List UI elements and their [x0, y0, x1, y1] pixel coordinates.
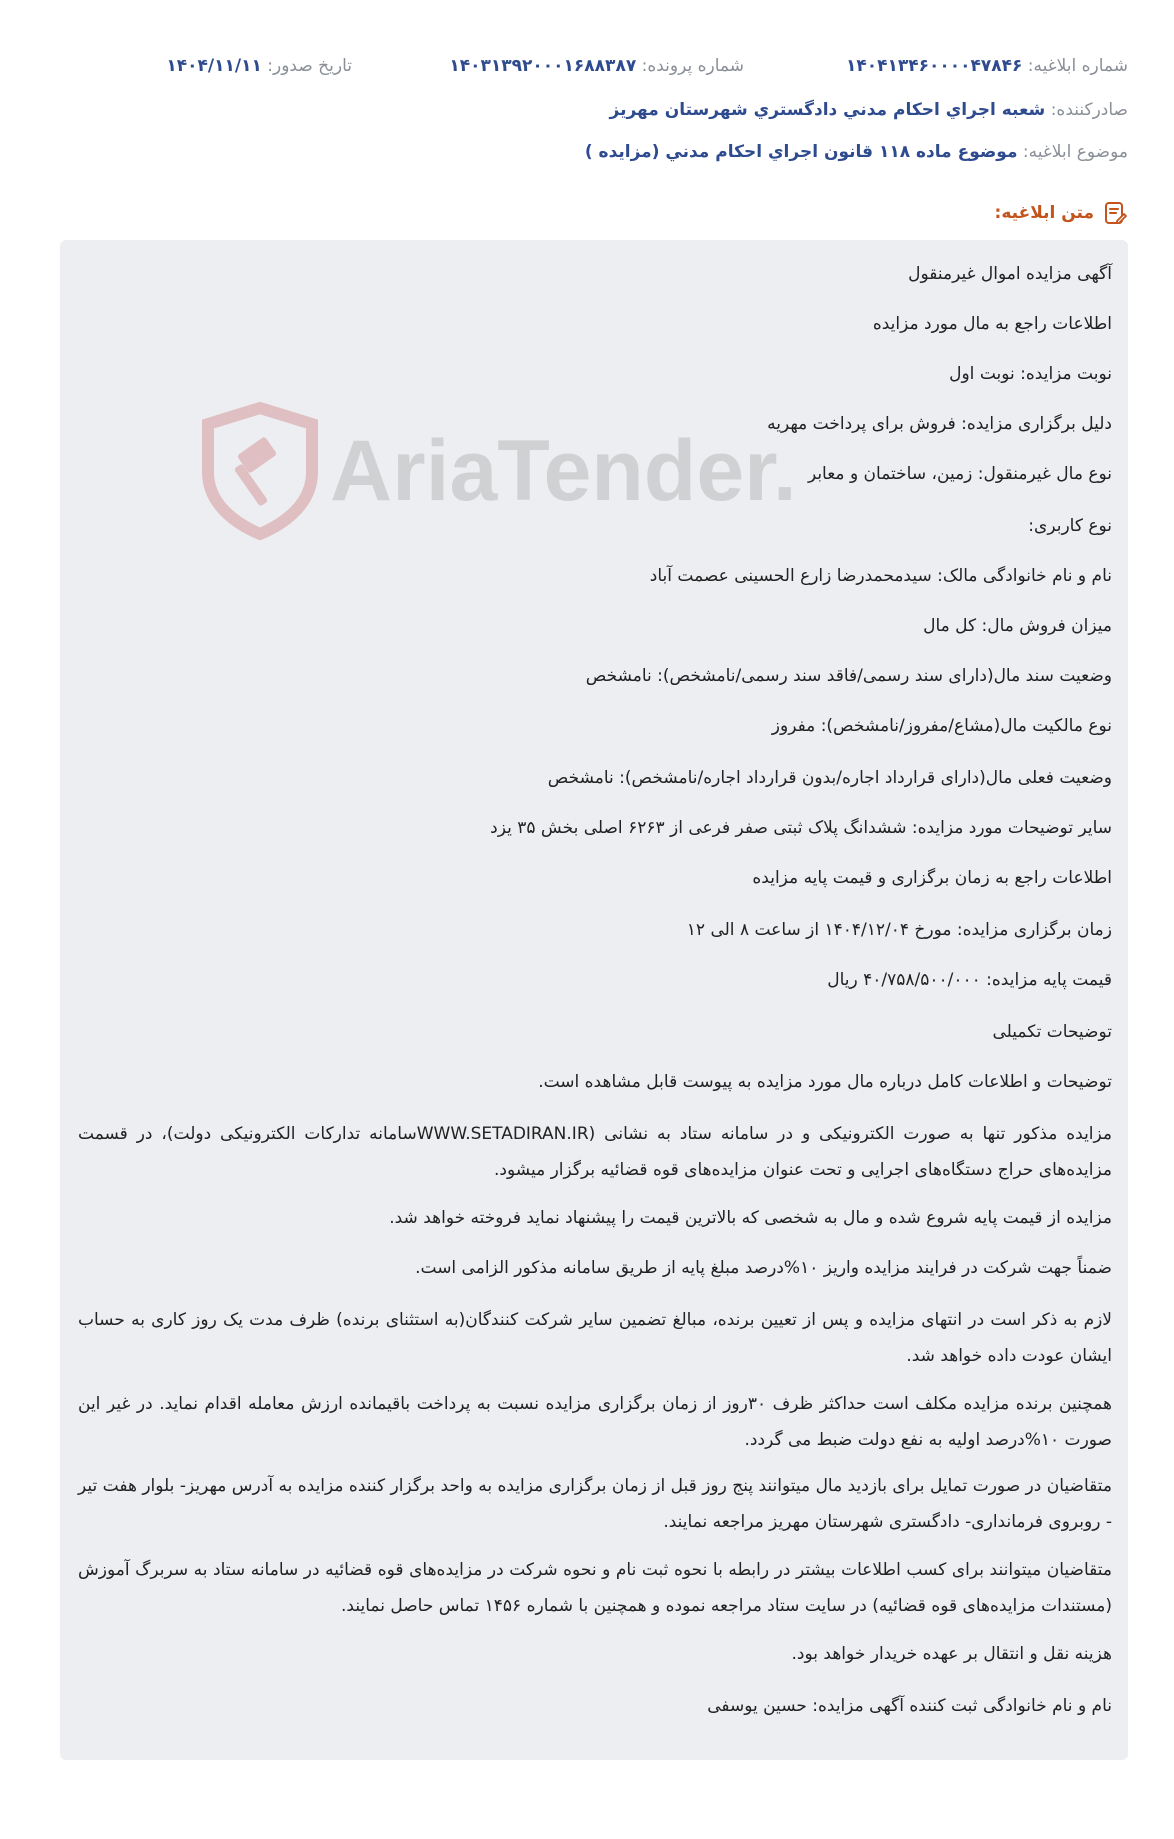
body-paragraph-20: ضمناً جهت شرکت در فرایند مزایده واریز ۱۰%درصد مبلغ پایه از طریق سامانه مذکور الزامی است.: [415, 1258, 1112, 1278]
issuer-value: شعبه اجراي احکام مدني دادگستري شهرستان مهريز: [609, 100, 1046, 120]
body-paragraph-26: نام و نام خانوادگی ثبت کننده آگهی مزایده: حسین یوسفی: [707, 1696, 1112, 1716]
body-paragraph-25: هزینه نقل و انتقال بر عهده خریدار خواهد بود.: [791, 1644, 1112, 1664]
notice-number-label: شماره ابلاغیه:: [1027, 56, 1128, 76]
body-paragraph-11: وضعیت فعلی مال(دارای قرارداد اجاره/بدون قرارداد اجاره/نامشخص): نامشخص: [547, 768, 1112, 788]
notice-text-heading: [995, 200, 1128, 226]
body-paragraph-13: اطلاعات راجع به زمان برگزاری و قیمت پایه مزایده: [752, 868, 1112, 888]
issue-date-value: ۱۴۰۴/۱۱/۱۱: [166, 56, 262, 76]
body-paragraph-17: توضیحات و اطلاعات کامل درباره مال مورد مزایده به پیوست قابل مشاهده است.: [538, 1072, 1112, 1092]
body-paragraph-10: نوع مالکیت مال(مشاع/مفروز/نامشخص): مفروز: [771, 716, 1112, 736]
subject-value: موضوع ماده ۱۱۸ قانون اجراي احكام مدني (مزايده ): [584, 142, 1018, 162]
notice-number: [846, 56, 1128, 76]
body-paragraph-21: لازم به ذکر است در انتهای مزایده و پس از تعیین برنده، مبالغ تضمین سایر شرکت کنندگان(به استثنای برنده) ظرف مدت یک روز کاری به حساب ایشان عودت داده خواهد شد.: [78, 1310, 1112, 1366]
issuer-line: [610, 100, 1129, 120]
document-edit-icon: [1102, 200, 1128, 226]
issue-date: [166, 56, 352, 76]
issuer-label: صادرکننده:: [1050, 100, 1128, 120]
body-paragraph-22: همچنین برنده مزایده مکلف است حداکثر ظرف ۳۰روز از زمان برگزاری مزایده نسبت به پرداخت باقیمانده ارزش معامله اقدام نماید. در غیر این صورت ۱۰%درصد اولیه به نفع دولت ضبط می گردد.: [78, 1394, 1112, 1450]
body-paragraph-4: دلیل برگزاری مزایده: فروش برای پرداخت مهریه: [767, 414, 1112, 434]
body-paragraph-7: نام و نام خانوادگی مالک: سیدمحمدرضا زارع الحسینی عصمت آباد: [649, 566, 1112, 586]
body-paragraph-24: متقاضیان میتوانند برای کسب اطلاعات بیشتر در رابطه با نحوه ثبت نام و نحوه شرکت در مزایده‌های قوه قضائیه در سامانه ستاد به سربرگ آموزش (مستندات مزایده‌های قوه قضائیه) در سایت ستاد مراجعه نموده و همچنین با شماره ۱۴۵۶ تماس حاصل نمایند.: [78, 1560, 1112, 1616]
body-paragraph-2: اطلاعات راجع به مال مورد مزایده: [872, 314, 1112, 334]
body-paragraph-8: میزان فروش مال: کل مال: [923, 616, 1112, 636]
body-paragraph-14: زمان برگزاری مزایده: مورخ ۱۴۰۴/۱۲/۰۴ از ساعت ۸ الی ۱۲: [686, 920, 1112, 940]
body-paragraph-9: وضعیت سند مال(دارای سند رسمی/فاقد سند رسمی/نامشخص): نامشخص: [585, 666, 1112, 686]
body-paragraph-15: قیمت پایه مزایده: ۴۰/۷۵۸/۵۰۰/۰۰۰ ریال: [827, 970, 1112, 990]
notice-meta-row: [46, 56, 1128, 80]
case-number: [449, 56, 744, 76]
body-paragraph-16: توضیحات تکمیلی: [992, 1022, 1112, 1042]
body-paragraph-12: سایر توضیحات مورد مزایده: ششدانگ پلاک ثبتی صفر فرعی از ۶۲۶۳ اصلی بخش ۳۵ یزد: [490, 818, 1112, 838]
body-paragraph-18: مزایده مذکور تنها به صورت الکترونیکی و در سامانه ستاد به نشانی (WWW.SETADIRAN.IRسامانه تدارکات الکترونیکی دولت)، در قسمت مزایده‌های حراج دستگاه‌های اجرایی و تحت عنوان مزایده‌های قوه قضائیه برگزار میشود.: [78, 1124, 1113, 1180]
body-paragraph-6: نوع کاربری:: [1028, 516, 1112, 536]
body-paragraph-5: نوع مال غیرمنقول: زمین، ساختمان و معابر: [807, 464, 1112, 484]
watermark-text: AriaTender.: [330, 423, 797, 519]
subject-line: [585, 142, 1128, 162]
case-number-label: شماره پرونده:: [641, 56, 744, 76]
subject-label: موضوع ابلاغیه:: [1022, 142, 1128, 162]
body-paragraph-19: مزایده از قیمت پایه شروع شده و مال به شخصی که بالاترین قیمت را پیشنهاد نماید فروخته خواهد شد.: [389, 1208, 1112, 1228]
body-paragraph-3: نوبت مزایده: نوبت اول: [949, 364, 1112, 384]
issue-date-label: تاریخ صدور:: [267, 56, 352, 76]
notice-text-heading-label: متن ابلاغیه:: [994, 203, 1094, 223]
body-paragraph-1: آگهی مزایده اموال غیرمنقول: [908, 264, 1112, 284]
case-number-value: ۱۴۰۳۱۳۹۲۰۰۰۱۶۸۸۳۸۷: [449, 56, 637, 76]
notice-number-value: ۱۴۰۴۱۳۴۶۰۰۰۰۴۷۸۴۶: [845, 56, 1023, 76]
body-paragraph-23: متقاضیان در صورت تمایل برای بازدید مال میتوانند پنج روز قبل از زمان برگزاری مزایده به واحد برگزار کننده مزایده به آدرس مهریز- بلوار هفت تیر - روبروی فرمانداری- دادگستری شهرستان مهریز مراجعه نمایند.: [78, 1476, 1112, 1532]
